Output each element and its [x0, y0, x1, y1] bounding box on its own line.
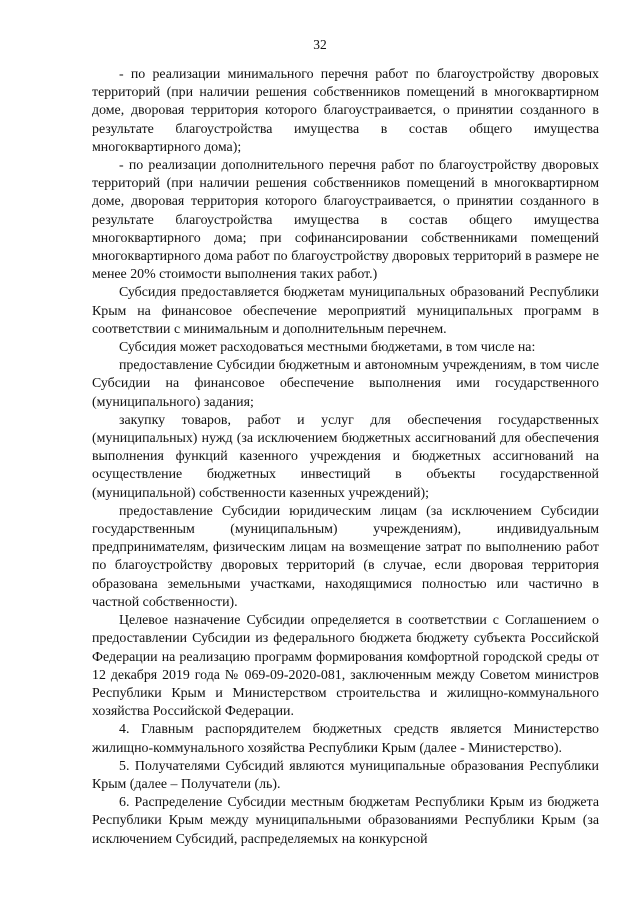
paragraph-additional-list: - по реализации дополнительного перечня работ по благоустройству дворовых территорий (при наличии решения собственников помещений в многоквартирном доме, дворовая территория которого благоустраивается, о принятии созданного в результате благоустройства имущества в состав общего имущества многоквартирного дома; при софинансировании собственниками помещений многоквартирного дома работ по благоустройству дворовых территорий в размере не менее 20% стоимости выполнения таких работ.) — [92, 158, 599, 283]
paragraph-subsidy-spending: Субсидия может расходоваться местными бюджетами, в том числе на: — [119, 340, 536, 356]
paragraph-minimal-list: - по реализации минимального перечня работ по благоустройству дворовых территорий (при наличии решения собственников помещений в многоквартирном доме, дворовая территория которого благоустраивается, о принятии созданного в результате благоустройства имущества в состав общего имущества многоквартирного дома); — [92, 67, 599, 155]
paragraph-item-5: 5. Получателями Субсидий являются муниципальные образования Республики Крым (далее – Получатели (ль). — [92, 758, 599, 792]
paragraph-budget-institutions: предоставление Субсидии бюджетным и автономным учреждениям, в том числе Субсидии на финансовое обеспечение выполнения ими государственного (муниципального) задания; — [92, 358, 599, 410]
page-number: 32 — [313, 37, 327, 52]
paragraph-legal-entities: предоставление Субсидии юридическим лицам (за исключением Субсидии государственным (муниципальным) учреждениям), индивидуальным предпринимателям, физическим лицам на возмещение затрат по выполнению работ по благоустройству дворовых территорий (в случае, если дворовая территория образована земельными участками, находящимися полностью или частично в частной собственности). — [92, 503, 599, 610]
paragraph-item-6: 6. Распределение Субсидии местным бюджетам Республики Крым из бюджета Республики Крым между муниципальными образованиями Республики Крым (за исключением Субсидий, распределяемых на конкурсной — [92, 795, 599, 847]
paragraph-target-purpose: Целевое назначение Субсидии определяется в соответствии с Соглашением о предоставлении Субсидии из федерального бюджета бюджету субъекта Российской Федерации на реализацию программ формирования комфортной городской среды от 12 декабря 2019 года № 069-09-2020-081, заключенным между Советом министров Республики Крым и Министерством строительства и жилищно-коммунального хозяйства Российской Федерации. — [92, 613, 599, 720]
paragraph-procurement: закупку товаров, работ и услуг для обеспечения государственных (муниципальных) нужд (за исключением бюджетных ассигнований для обеспечения выполнения функций казенного учреждения и бюджетных ассигнований на осуществление бюджетных инвестиций в объекты государственной (муниципальной) собственности казенных учреждений); — [92, 412, 599, 501]
paragraph-item-4: 4. Главным распорядителем бюджетных средств является Министерство жилищно-коммунального хозяйства Республики Крым (далее - Министерство). — [92, 722, 599, 756]
document-body — [92, 66, 599, 849]
paragraph-subsidy-provided: Субсидия предоставляется бюджетам муниципальных образований Республики Крым на финансовое обеспечение мероприятий муниципальных программ в соответствии с минимальным и дополнительным перечнем. — [92, 285, 599, 337]
